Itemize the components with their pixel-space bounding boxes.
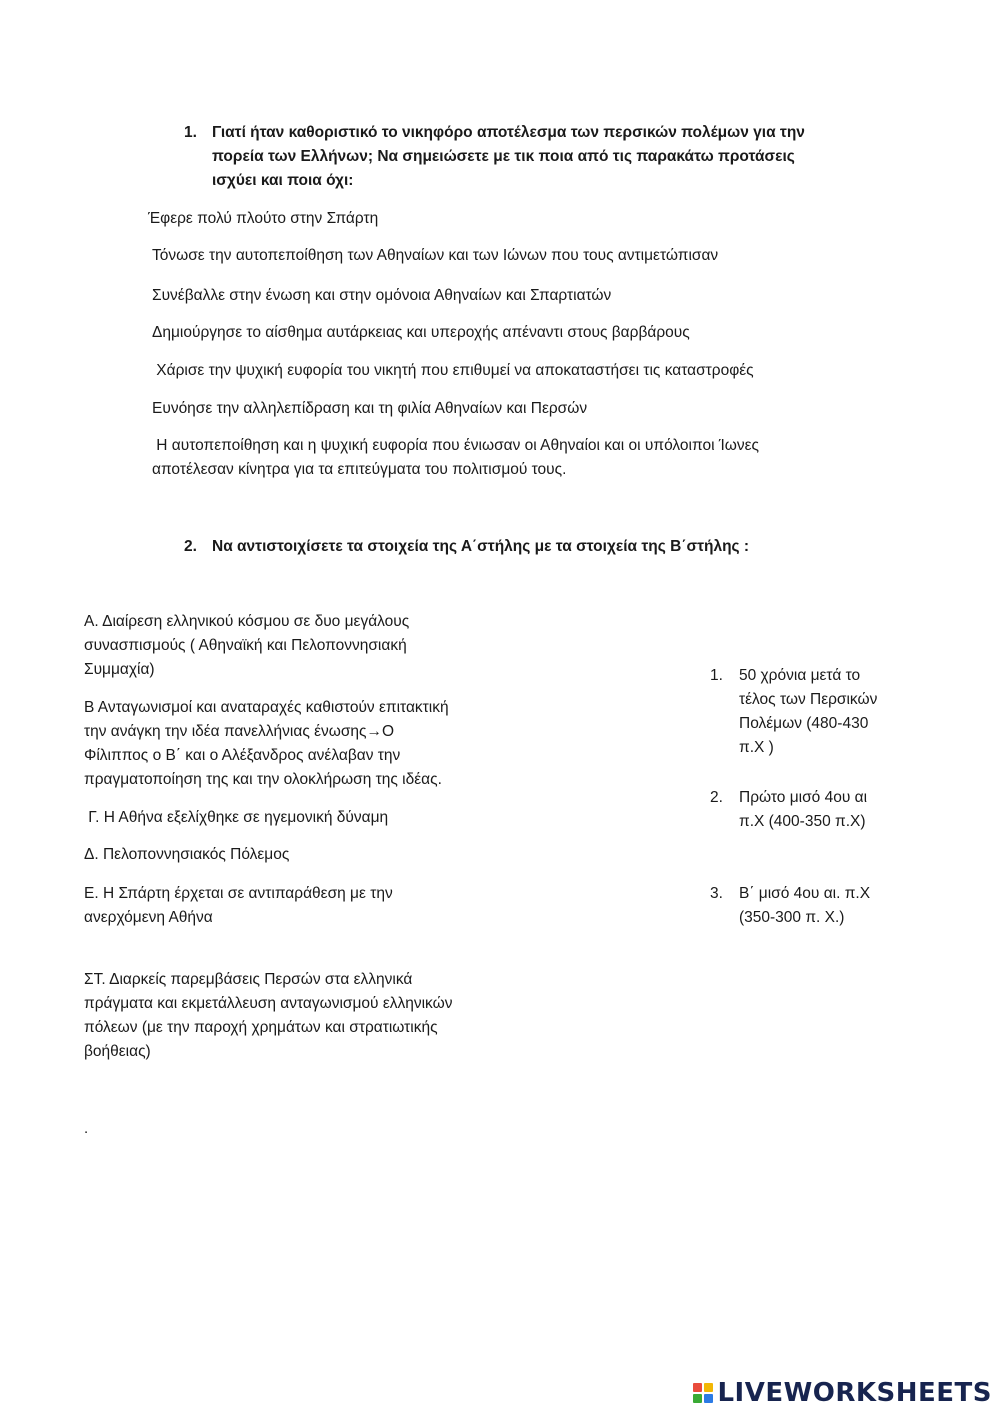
statement-3[interactable]: Συνέβαλλε στην ένωση και στην ομόνοια Αθηναίων και Σπαρτιατών <box>152 287 612 304</box>
question-1-text <box>212 121 805 193</box>
item-st-line: βοήθειας) <box>84 1043 151 1060</box>
item-line: Πρώτο μισό 4ου αι <box>739 789 868 806</box>
item-number: 1. <box>710 667 723 684</box>
question-2-text: Να αντιστοιχίσετε τα στοιχεία της Α΄στήλης με τα στοιχεία της Β΄στήλης : <box>212 538 750 555</box>
statement-7-continued: αποτέλεσαν κίνητρα για τα επιτεύγματα του πολιτισμού τους. <box>152 461 567 478</box>
logo-square <box>693 1383 702 1392</box>
item-e-line: ανερχόμενη Αθήνα <box>84 909 213 926</box>
item-b-line: πραγματοποίηση της και την ολοκλήρωση της ιδέας. <box>84 771 442 788</box>
logo-square <box>704 1383 713 1392</box>
item-number: 2. <box>710 789 723 806</box>
item-a-line: Α. Διαίρεση ελληνικού κόσμου σε δυο μεγάλους <box>84 613 410 630</box>
column-a-item-st[interactable] <box>84 968 452 1064</box>
statement-7[interactable]: Η αυτοπεποίθηση και η ψυχική ευφορία που ένιωσαν οι Αθηναίοι και οι υπόλοιποι Ίωνες <box>152 437 760 454</box>
item-line: π.Χ (400-350 π.Χ) <box>739 813 866 830</box>
column-a-item-a[interactable] <box>84 610 409 682</box>
question-1-line: πορεία των Ελλήνων; Να σημειώσετε με τικ ποια από τις παρακάτω προτάσεις <box>212 148 795 165</box>
column-a-item-d[interactable]: Δ. Πελοποννησιακός Πόλεμος <box>84 846 290 863</box>
item-e-line: Ε. Η Σπάρτη έρχεται σε αντιπαράθεση με την <box>84 885 393 902</box>
item-st-line: ΣΤ. Διαρκείς παρεμβάσεις Περσών στα ελληνικά <box>84 971 413 988</box>
column-a-item-c[interactable]: Γ. Η Αθήνα εξελίχθηκε σε ηγεμονική δύναμη <box>84 809 389 826</box>
item-number: 3. <box>710 885 723 902</box>
item-a-line: συνασπισμούς ( Αθηναϊκή και Πελοποννησιακή <box>84 637 407 654</box>
item-line: Β΄ μισό 4ου αι. π.Χ <box>739 885 871 902</box>
item-st-line: πράγματα και εκμετάλλευση ανταγωνισμού ελληνικών <box>84 995 453 1012</box>
item-b-line: Φίλιππος ο Β΄ και ο Αλέξανδρος ανέλαβαν την <box>84 747 401 764</box>
column-b-item-3[interactable] <box>710 882 870 930</box>
item-line: (350-300 π. Χ.) <box>739 909 845 926</box>
question-1-line: Γιατί ήταν καθοριστικό το νικηφόρο αποτέλεσμα των περσικών πολέμων για την <box>212 124 805 141</box>
item-line: π.Χ ) <box>739 739 774 756</box>
item-a-line: Συμμαχία) <box>84 661 155 678</box>
statement-2[interactable]: Τόνωσε την αυτοπεποίθηση των Αθηναίων και των Ιώνων που τους αντιμετώπισαν <box>152 247 719 264</box>
column-b-item-1[interactable] <box>710 664 877 760</box>
logo-mark-icon <box>693 1383 713 1403</box>
logo-square <box>693 1394 702 1403</box>
item-b-line: Β Ανταγωνισμοί και αναταραχές καθιστούν επιτακτική <box>84 699 449 716</box>
logo-square <box>704 1394 713 1403</box>
arrow-right-icon: → <box>366 723 383 740</box>
question-2-number: 2. <box>184 538 197 555</box>
logo-text: LIVEWORKSHEETS <box>717 1378 992 1408</box>
liveworksheets-logo <box>693 1379 992 1407</box>
item-b-line: την ανάγκη την ιδέα πανελλήνιας ένωσης→Ο <box>84 723 395 740</box>
statement-5[interactable]: Χάρισε την ψυχική ευφορία του νικητή που επιθυμεί να αποκαταστήσει τις καταστροφές <box>152 362 754 379</box>
column-a-item-b[interactable] <box>84 696 449 792</box>
item-line: 50 χρόνια μετά το <box>739 667 861 684</box>
item-line: τέλος των Περσικών <box>739 691 878 708</box>
item-line: Πολέμων (480-430 <box>739 715 869 732</box>
item-st-line: πόλεων (με την παροχή χρημάτων και στρατιωτικής <box>84 1019 438 1036</box>
question-1-number: 1. <box>184 124 197 141</box>
statement-6[interactable]: Ευνόησε την αλληλεπίδραση και τη φιλία Αθηναίων και Περσών <box>152 400 588 417</box>
column-a-item-e[interactable] <box>84 882 393 930</box>
statement-4[interactable]: Δημιούργησε το αίσθημα αυτάρκειας και υπεροχής απέναντι στους βαρβάρους <box>152 324 690 341</box>
column-b-item-2[interactable] <box>710 786 867 834</box>
question-1-line: ισχύει και ποια όχι: <box>212 172 354 189</box>
stray-dot: . <box>84 1120 89 1137</box>
statement-1[interactable]: Έφερε πολύ πλούτο στην Σπάρτη <box>148 210 379 227</box>
